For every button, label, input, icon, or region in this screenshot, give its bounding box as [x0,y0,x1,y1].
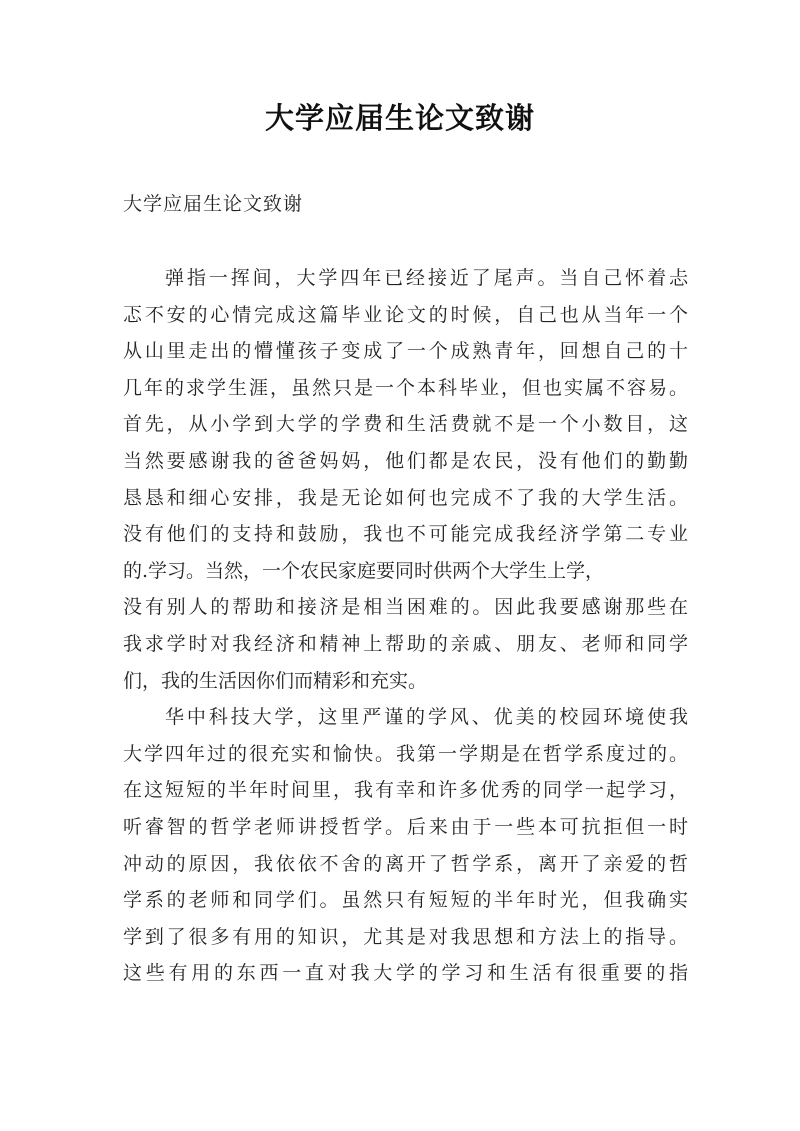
paragraph-line: 听睿智的哲学老师讲授哲学。后来由于一些本可抗拒但一时 [123,815,688,838]
paragraph-line: 我求学时对我经济和精神上帮助的亲戚、朋友、老师和同学 [123,632,688,655]
paragraph-2 [123,699,688,992]
paragraph-line: 没有他们的支持和鼓励，我也不可能完成我经济学第二专业 [123,523,688,546]
paragraph-line: 弹指一挥间，大学四年已经接近了尾声。当自己怀着忐 [165,267,688,289]
paragraph-line: 当然要感谢我的爸爸妈妈，他们都是农民，没有他们的勤勤 [123,449,688,472]
paragraph-line: 学系的老师和同学们。虽然只有短短的半年时光，但我确实 [123,889,688,912]
paragraph-1 [123,260,688,699]
document-subtitle: 大学应届生论文致谢 [123,193,304,215]
document-body [123,260,688,992]
paragraph-line: 的.学习。当然，一个农民家庭要同时供两个大学生上学， [123,559,605,582]
paragraph-line: 学到了很多有用的知识，尤其是对我思想和方法上的指导。 [123,925,688,948]
paragraph-line: 在这短短的半年时间里，我有幸和许多优秀的同学一起学习， [123,779,688,802]
paragraph-line: 冲动的原因，我依依不舍的离开了哲学系，离开了亲爱的哲 [123,852,688,875]
paragraph-line: 几年的求学生涯，虽然只是一个本科毕业，但也实属不容易。 [123,376,688,399]
paragraph-line: 从山里走出的懵懂孩子变成了一个成熟青年，回想自己的十 [123,340,688,363]
paragraph-line: 们，我的生活因你们而精彩和充实。 [123,669,428,692]
document-title: 大学应届生论文致谢 [264,101,535,135]
paragraph-line: 华中科技大学，这里严谨的学风、优美的校园环境使我 [165,706,688,729]
paragraph-line: 大学四年过的很充实和愉快。我第一学期是在哲学系度过的。 [123,742,688,765]
paragraph-line: 恳恳和细心安排，我是无论如何也完成不了我的大学生活。 [123,486,688,509]
paragraph-line: 这些有用的东西一直对我大学的学习和生活有很重要的指 [123,962,688,985]
paragraph-line: 忑不安的心情完成这篇毕业论文的时候，自己也从当年一个 [123,303,688,326]
paragraph-line: 没有别人的帮助和接济是相当困难的。因此我要感谢那些在 [123,596,688,619]
paragraph-line: 首先，从小学到大学的学费和生活费就不是一个小数目，这 [123,413,688,436]
